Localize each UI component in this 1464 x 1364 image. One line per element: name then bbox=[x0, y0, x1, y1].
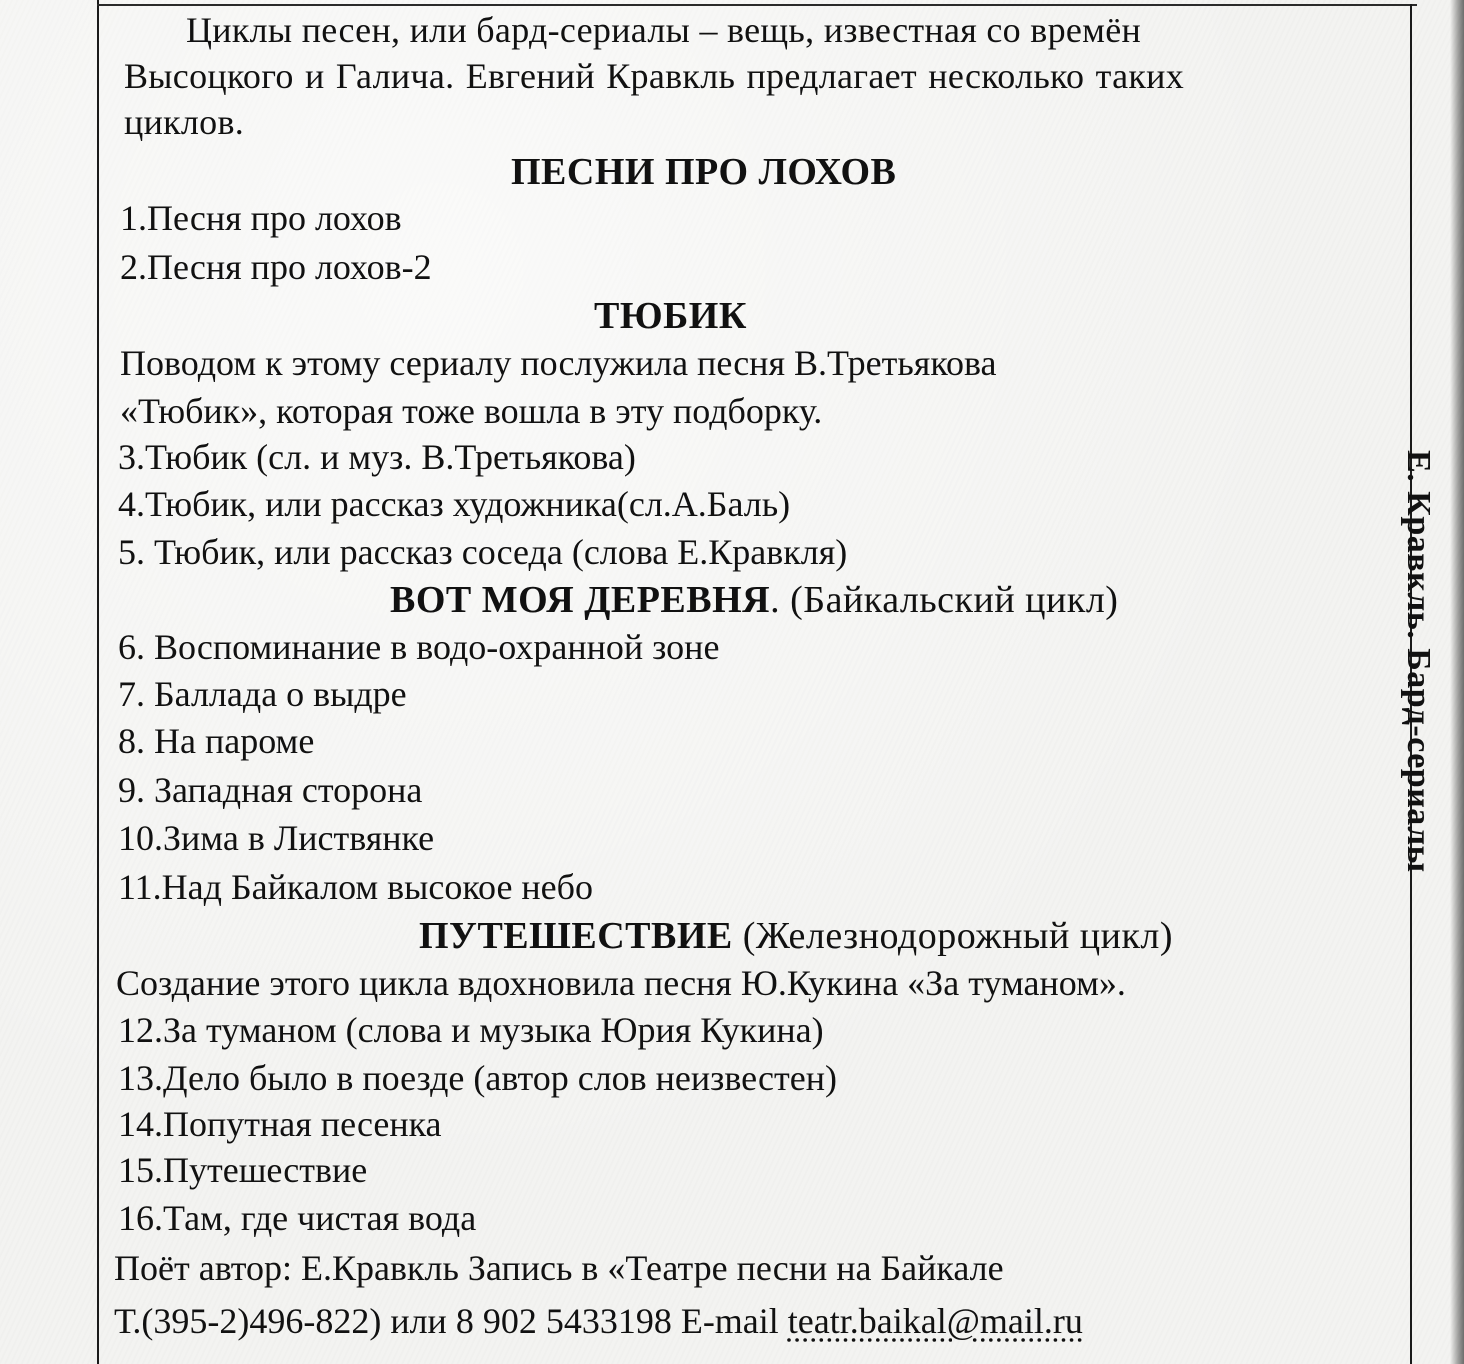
intro-line-2: Высоцкого и Галича. Евгений Кравкль предлагает несколько таких bbox=[124, 56, 1185, 96]
song-item-12: 12.За туманом (слова и музыка Юрия Кукина) bbox=[118, 1010, 824, 1050]
section-title-tubik: ТЮБИК bbox=[594, 295, 747, 337]
section-title-puteshestvie bbox=[419, 917, 1173, 955]
email-link[interactable]: teatr.baikal@mail.ru bbox=[787, 1301, 1083, 1341]
song-item-1: 1.Песня про лохов bbox=[120, 198, 402, 238]
song-item-8: 8. На пароме bbox=[118, 721, 315, 761]
performer-credit: Поёт автор: Е.Кравкль Запись в «Театре песни на Байкале bbox=[114, 1248, 1004, 1288]
song-item-6: 6. Воспоминание в водо-охранной зоне bbox=[118, 627, 720, 667]
song-item-3: 3.Тюбик (сл. и муз. В.Третьякова) bbox=[118, 437, 636, 477]
song-item-9: 9. Западная сторона bbox=[118, 770, 423, 810]
intro-line-1: Циклы песен, или бард-сериалы – вещь, известная со времён bbox=[186, 10, 1142, 50]
song-item-11: 11.Над Байкалом высокое небо bbox=[118, 867, 593, 907]
song-item-14: 14.Попутная песенка bbox=[118, 1104, 442, 1144]
intro-line-3: циклов. bbox=[124, 102, 245, 142]
song-item-2: 2.Песня про лохов-2 bbox=[120, 247, 432, 287]
section-title-lohi: ПЕСНИ ПРО ЛОХОВ bbox=[511, 151, 897, 193]
song-item-5: 5. Тюбик, или рассказ соседа (слова Е.Кравкля) bbox=[118, 532, 848, 572]
song-item-10: 10.Зима в Листвянке bbox=[118, 818, 435, 858]
song-item-7: 7. Баллада о выдре bbox=[118, 674, 407, 714]
phone-numbers: Т.(395-2)496-822) или 8 902 5433198 E-mail bbox=[114, 1301, 788, 1341]
section-subtitle: (Железнодорожный цикл) bbox=[732, 915, 1174, 957]
section-description-line: Поводом к этому сериалу послужила песня В.Третьякова bbox=[120, 343, 997, 383]
section-title-text: ПУТЕШЕСТВИЕ bbox=[419, 915, 733, 957]
contact-line bbox=[114, 1303, 1083, 1339]
left-border-rule bbox=[97, 0, 99, 1364]
song-item-4: 4.Тюбик, или рассказ художника(сл.А.Баль) bbox=[118, 484, 791, 524]
spine-title: Е. Кравкль. Бард-сериалы bbox=[1400, 450, 1437, 873]
song-item-13: 13.Дело было в поезде (автор слов неизвестен) bbox=[118, 1058, 837, 1098]
song-item-15: 15.Путешествие bbox=[118, 1150, 368, 1190]
song-item-16: 16.Там, где чистая вода bbox=[118, 1198, 477, 1238]
section-title-derevnya bbox=[390, 581, 1118, 619]
section-description-line: «Тюбик», которая тоже вошла в эту подборку. bbox=[120, 391, 823, 431]
section-subtitle: . (Байкальский цикл) bbox=[770, 579, 1119, 621]
section-title-text: ВОТ МОЯ ДЕРЕВНЯ bbox=[390, 579, 771, 621]
section-description-line: Создание этого цикла вдохновила песня Ю.Кукина «За туманом». bbox=[116, 963, 1126, 1003]
scan-edge-shadow bbox=[1450, 0, 1464, 1364]
top-border-rule bbox=[97, 4, 1417, 6]
